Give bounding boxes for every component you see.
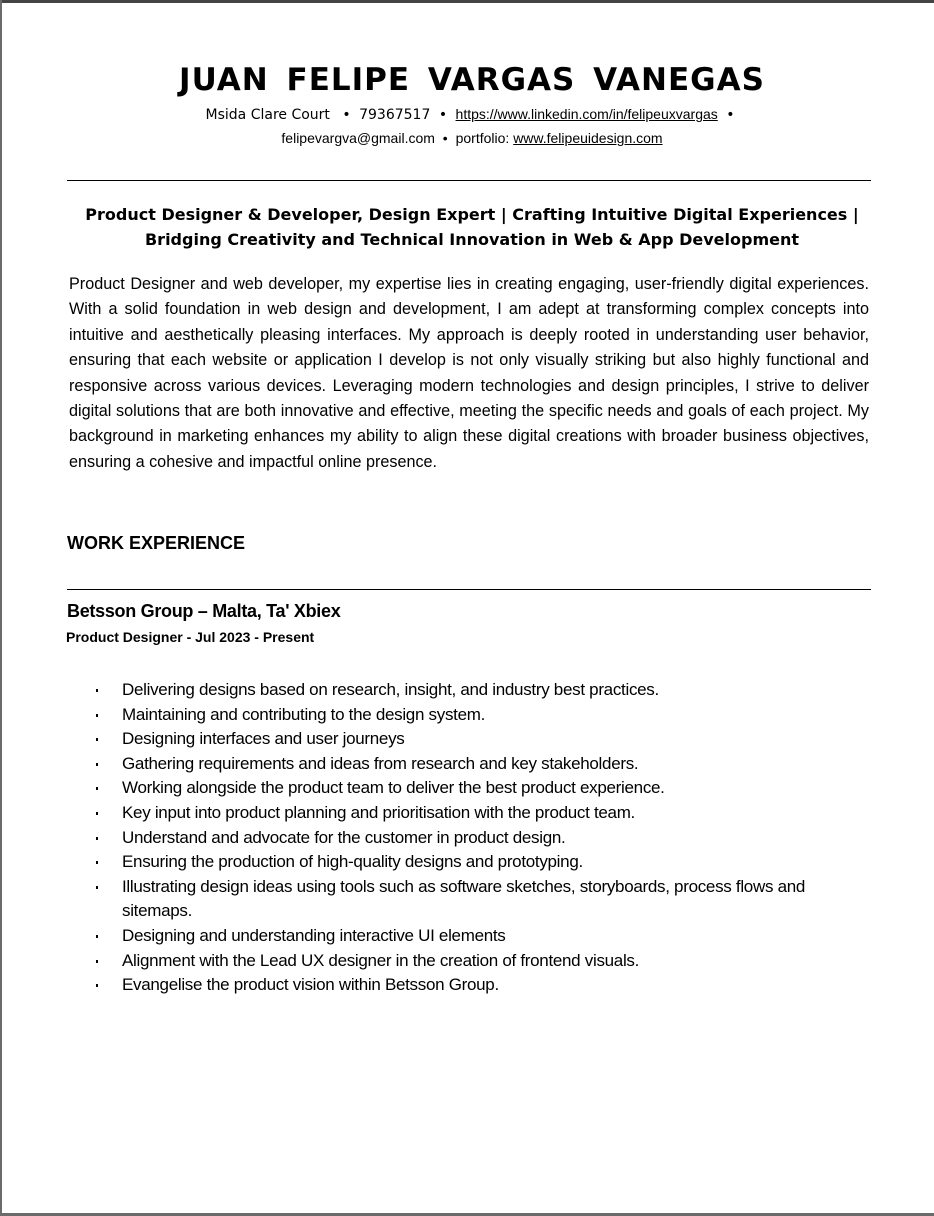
section-title-work-experience: WORK EXPERIENCE xyxy=(67,533,246,553)
separator-dot: • xyxy=(442,130,448,146)
bullet-icon xyxy=(96,714,98,717)
list-item: Designing interfaces and user journeys xyxy=(0,727,842,752)
separator-dot: • xyxy=(342,107,351,123)
bullet-icon xyxy=(96,787,98,790)
list-item: Alignment with the Lead UX designer in the creation of frontend visuals. xyxy=(0,949,842,974)
bullet-icon xyxy=(96,763,98,766)
bullet-icon xyxy=(96,984,98,987)
headline-line-1: Product Designer & Developer, Design Expert | Crafting Intuitive Digital Experiences | xyxy=(85,205,859,224)
bullet-icon xyxy=(96,861,98,864)
bullet-icon xyxy=(96,837,98,840)
header-divider xyxy=(67,180,871,181)
list-item: Delivering designs based on research, insight, and industry best practices. xyxy=(0,678,842,703)
list-item: Designing and understanding interactive UI elements xyxy=(0,924,842,949)
headline xyxy=(60,202,884,252)
linkedin-link[interactable]: https://www.linkedin.com/in/felipeuxvargas xyxy=(455,106,718,122)
list-item: Maintaining and contributing to the design system. xyxy=(0,703,842,728)
portfolio-link[interactable]: www.felipeuidesign.com xyxy=(513,130,663,146)
list-item: Key input into product planning and prioritisation with the product team. xyxy=(0,801,842,826)
candidate-name: JUAN FELIPE VARGAS VANEGAS xyxy=(179,62,765,98)
email: felipevargva@gmail.com xyxy=(281,130,435,146)
list-item: Understand and advocate for the customer in product design. xyxy=(0,826,842,851)
list-item: Illustrating design ideas using tools such as software sketches, storyboards, process flows and sitemaps. xyxy=(0,875,842,924)
bullet-icon xyxy=(96,935,98,938)
job-responsibilities-list xyxy=(0,678,934,998)
headline-line-2: Bridging Creativity and Technical Innovation in Web & App Development xyxy=(144,230,799,249)
contact-line-1 xyxy=(0,105,934,124)
job-company: Betsson Group – Malta, Ta' Xbiex xyxy=(67,601,341,621)
bullet-icon xyxy=(96,960,98,963)
contact-line-2 xyxy=(0,129,934,147)
list-item: Gathering requirements and ideas from research and key stakeholders. xyxy=(0,752,842,777)
address: Msida Clare Court xyxy=(205,107,330,123)
list-item: Ensuring the production of high-quality designs and prototyping. xyxy=(0,850,842,875)
job-role-dates: Product Designer - Jul 2023 - Present xyxy=(66,629,315,645)
separator-dot: • xyxy=(726,107,735,123)
list-item: Evangelise the product vision within Betsson Group. xyxy=(0,973,842,998)
bullet-icon xyxy=(96,812,98,815)
portfolio-label: portfolio: xyxy=(455,130,510,146)
bullet-icon xyxy=(96,738,98,741)
separator-dot: • xyxy=(438,107,448,123)
bullet-icon xyxy=(96,689,98,692)
professional-summary: Product Designer and web developer, my expertise lies in creating engaging, user-friendly digital experiences. With a solid foundation in web design and development, I am adept at transforming complex concepts into intuitive and aesthetically pleasing interfaces. My approach is deeply rooted in understanding user behavior, ensuring that each website or application I develop is not only visually striking but also highly functional and responsive across various devices. Leveraging modern technologies and design principles, I strive to deliver digital solutions that are both innovative and effective, meeting the specific needs and goals of each project. My background in marketing enhances my ability to align these digital creations with broader business objectives, ensuring a cohesive and impactful online presence. xyxy=(69,275,869,471)
phone: 79367517 xyxy=(359,107,431,123)
bullet-icon xyxy=(96,886,98,889)
section-divider xyxy=(67,589,871,590)
list-item: Working alongside the product team to deliver the best product experience. xyxy=(0,776,842,801)
